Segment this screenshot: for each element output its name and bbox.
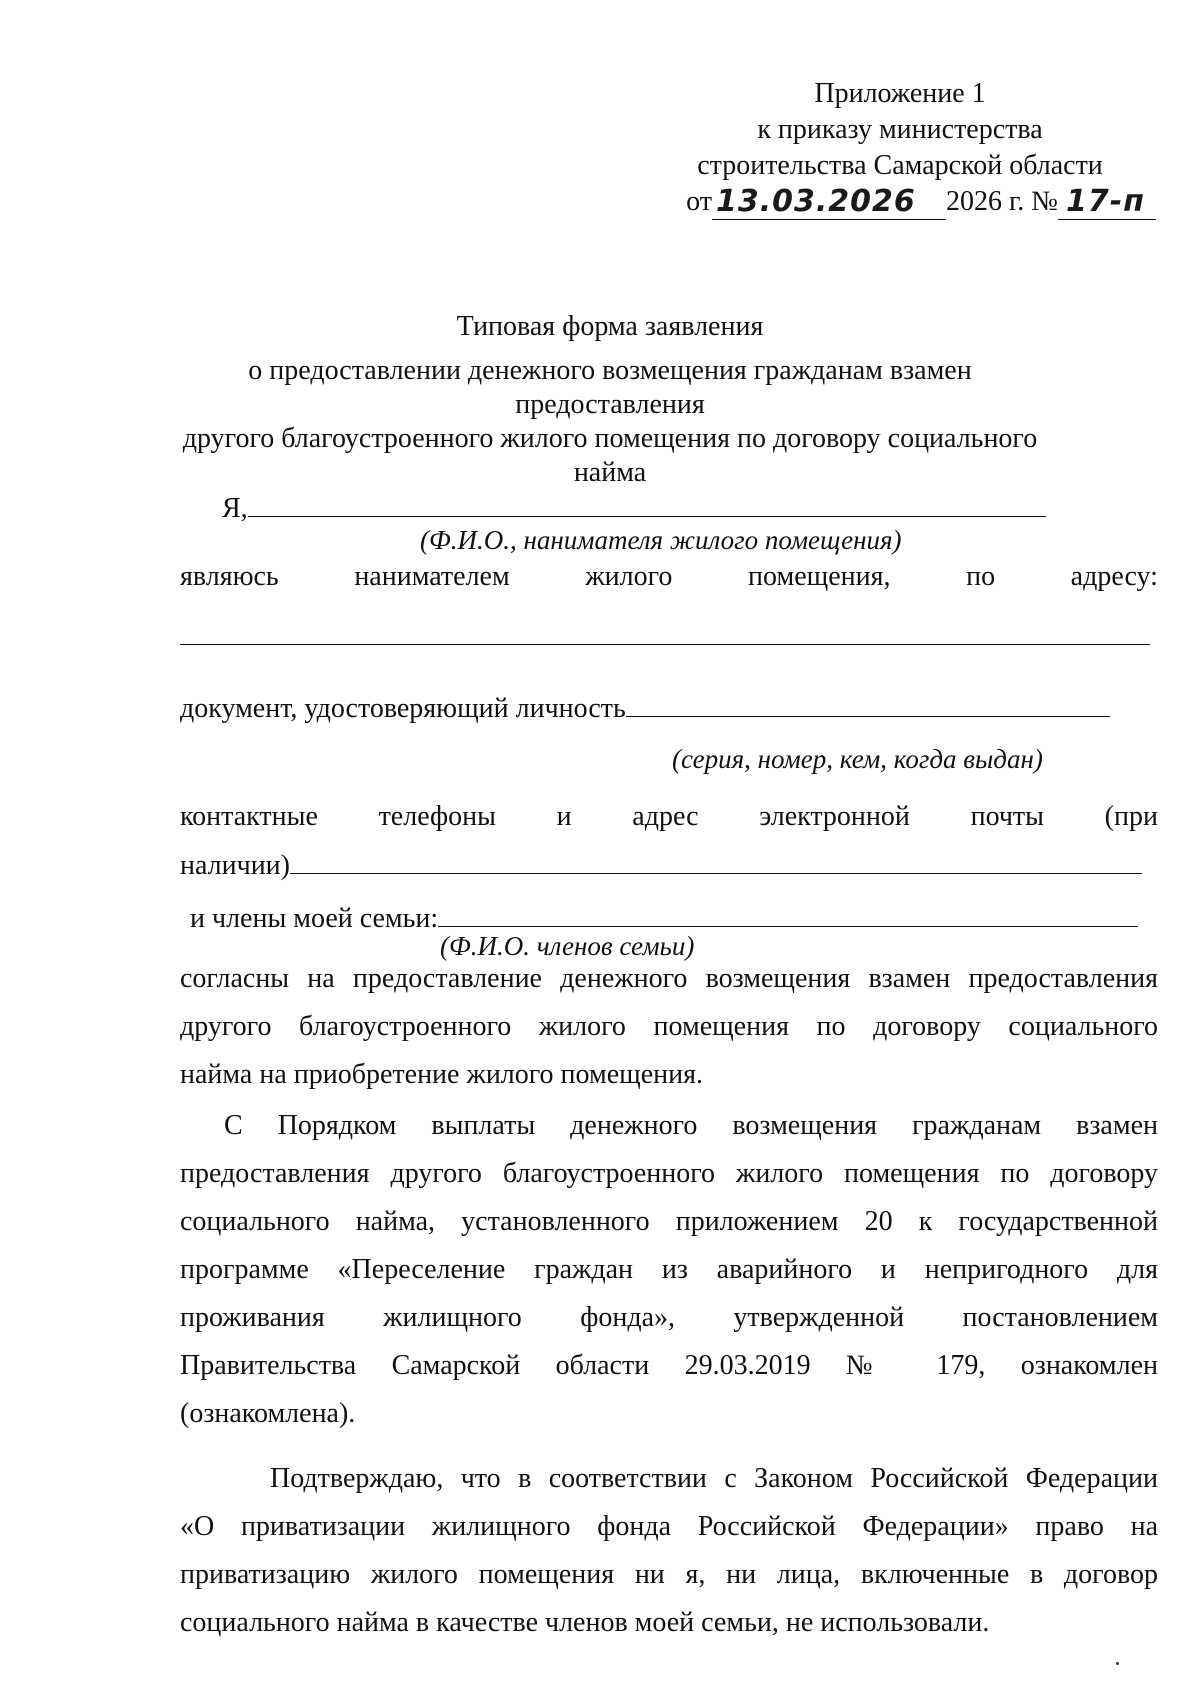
contacts-word: (при	[1104, 801, 1158, 832]
address-word: по	[966, 561, 996, 592]
paragraph-line: другого благоустроенного жилого помещения по договору социального	[180, 1011, 1158, 1042]
paragraph-line: согласны на предоставление денежного возмещения взамен предоставления	[180, 963, 1158, 994]
consent-paragraph	[180, 955, 1158, 1099]
address-word: адресу:	[1070, 561, 1158, 592]
title-sub-line: о предоставлении денежного возмещения гражданам взамен предоставления	[248, 355, 972, 420]
paragraph-line: найма на приобретение жилого помещения.	[180, 1059, 703, 1090]
contacts-word: контактные	[180, 801, 318, 832]
year-number-label: 2026 г. №	[945, 186, 1058, 217]
address-word: нанимателем	[354, 561, 510, 592]
contacts-word: почты	[970, 801, 1044, 832]
order-date-line	[640, 184, 1160, 220]
handwritten-date: 13.03.2026	[715, 184, 916, 219]
paragraph-line: проживания жилищного фонда», утвержденной постановлением	[180, 1302, 1158, 1333]
paragraph-line: программе «Переселение граждан из аварийного и непригодного для	[180, 1254, 1158, 1285]
paragraph-line: (ознакомлена).	[180, 1398, 356, 1429]
paragraph-line: Подтверждаю, что в соответствии с Законом Российской Федерации	[270, 1463, 1158, 1494]
paragraph-line: приватизацию жилого помещения ни я, ни лица, включенные в договор	[180, 1559, 1158, 1590]
title-sub-line: другого благоустроенного жилого помещения по договору социального	[182, 423, 1038, 454]
handwritten-number: 17-п	[1066, 184, 1145, 219]
contacts-row	[180, 800, 1158, 834]
contacts-word: и	[556, 801, 572, 832]
contacts-blank[interactable]	[290, 847, 1142, 874]
order-paragraph	[180, 1102, 1158, 1438]
ya-label: Я,	[222, 493, 248, 524]
paragraph-line: социального найма, установленного приложением 20 к государственной	[180, 1206, 1158, 1237]
family-blank[interactable]	[438, 900, 1138, 927]
scan-speck	[1116, 1662, 1119, 1665]
address-word: являюсь	[180, 561, 279, 592]
contacts-cont-label: наличии)	[180, 850, 290, 881]
contacts-word: электронной	[759, 801, 910, 832]
contacts-cont-line	[180, 847, 1142, 883]
document-blank[interactable]	[626, 690, 1110, 717]
paragraph-line: социального найма в качестве членов моей семьи, не использовали.	[180, 1607, 990, 1638]
document-label: документ, удостоверяющий личность	[180, 693, 626, 724]
contacts-word: адрес	[632, 801, 699, 832]
address-word: жилого	[585, 561, 673, 592]
form-title	[170, 310, 1050, 490]
order-reference: к приказу министерства	[757, 114, 1043, 145]
address-word: помещения,	[748, 561, 891, 592]
family-caption: (Ф.И.О. членов семьи)	[440, 931, 695, 961]
number-field	[1058, 185, 1156, 220]
date-prefix: от	[686, 186, 712, 217]
address-row	[180, 560, 1158, 594]
appendix-header	[640, 76, 1160, 220]
title-main: Типовая форма заявления	[456, 311, 764, 342]
appendix-number: Приложение 1	[814, 78, 986, 109]
paragraph-line: предоставления другого благоустроенного жилого помещения по договору	[180, 1158, 1158, 1189]
document-caption: (серия, номер, кем, когда выдан)	[672, 744, 1043, 774]
contacts-word: телефоны	[378, 801, 496, 832]
privatization-paragraph	[180, 1455, 1158, 1647]
ministry-name: строительства Самарской области	[697, 150, 1103, 181]
fio-caption: (Ф.И.О., нанимателя жилого помещения)	[420, 525, 902, 555]
applicant-line	[222, 490, 1046, 526]
paragraph-line: С Порядком выплаты денежного возмещения гражданам взамен	[224, 1110, 1158, 1141]
date-field	[712, 185, 946, 220]
title-sub-line: найма	[573, 457, 647, 488]
paragraph-line: Правительства Самарской области 29.03.2019 № 179, ознакомлен	[180, 1350, 1158, 1381]
paragraph-line: «О приватизации жилищного фонда Российской Федерации» право на	[180, 1511, 1158, 1542]
document-line	[180, 690, 1110, 726]
fio-blank[interactable]	[248, 490, 1046, 517]
address-blank[interactable]	[180, 622, 1150, 645]
family-label: и члены моей семьи:	[190, 903, 439, 934]
